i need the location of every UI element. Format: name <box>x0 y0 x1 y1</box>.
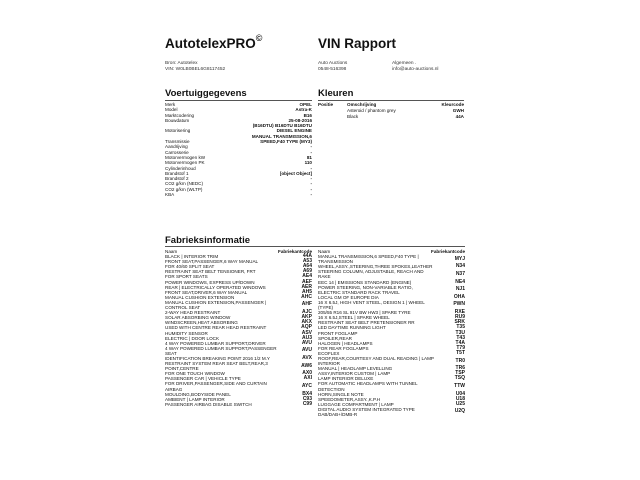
factory-item-code: N37 <box>455 270 465 277</box>
factory-item-code: AXI <box>303 375 312 382</box>
vehicle-field-label: Brandstof 2 <box>165 176 189 182</box>
source-label: Bron: Autotelex <box>165 61 198 66</box>
factory-item-code: AVU <box>301 347 312 354</box>
factory-item-name: LUGGAGE COMPARTMENT | LAMP <box>318 401 394 407</box>
vehicle-row <box>165 192 312 197</box>
factory-item-name: LED DAYTIME RUNNING LIGHT <box>318 325 386 331</box>
factory-item-code: ASV <box>301 329 312 336</box>
factory-item-name: ECOFLEX <box>318 350 340 356</box>
vehicle-field-value: 110 <box>304 160 312 166</box>
factory-item-name: RESTRAINT SEAT BELT PRETENSIONER RR <box>318 320 415 326</box>
vehicle-field-label: Motorvermogen PK <box>165 160 205 166</box>
vehicle-field-label: Bouwdatum <box>165 117 190 123</box>
vehicle-field-value: 25-08-2016 <box>288 117 312 123</box>
factory-item-code: TR0 <box>455 357 465 364</box>
vehicle-field-value: B16 <box>303 112 312 118</box>
vehicle-divider <box>165 100 312 101</box>
vehicle-field-value: - <box>310 176 312 182</box>
factory-item-code: AEF <box>302 278 312 285</box>
factory-item-name: WHEEL,ASSY.,STEERING,THREE SPOKES,LEATHER <box>318 264 433 270</box>
factory-item-name: HALOGEN | HEADLAMPS <box>318 340 373 346</box>
factory-left-column <box>165 249 312 407</box>
factory-heading: Fabrieksinformatie <box>165 235 250 246</box>
factory-item-code: OHA <box>453 293 465 300</box>
factory-col-name-right: Naam <box>318 249 331 254</box>
factory-item-name: ELECTRIC | DOOR LOCK <box>165 335 220 341</box>
factory-item-name: REAR | ELECTRICALLY OPERATED WINDOWS <box>165 284 266 290</box>
vehicle-field-label: Brandstof 1 <box>165 170 189 176</box>
vehicle-field-label: Motorvermogen kW <box>165 154 206 160</box>
factory-item-code: PWN <box>453 301 465 308</box>
factory-item-code: T5T <box>456 349 465 356</box>
vehicle-field-label: Transmissie <box>165 139 190 145</box>
factory-item-code: T3U <box>455 329 465 336</box>
factory-item-code: A53 <box>302 258 312 265</box>
general-label: Algemeen . <box>392 61 417 66</box>
factory-item-code: T43 <box>456 334 465 341</box>
source-info <box>165 61 225 73</box>
factory-col-code-right: Fabriekantcode <box>431 249 465 254</box>
factory-item-name: MANUAL TRANSMISSION,6 SPEED,F40 TYPE | TRANSMISSION <box>318 254 419 265</box>
factory-row <box>165 346 312 356</box>
factory-item-code: AU3 <box>301 334 312 341</box>
vehicle-field-value: SPEED,F40 TYPE (MY3) <box>260 139 312 145</box>
factory-item-name: LOCAL GM OF EUROPE DIA <box>318 294 379 300</box>
factory-item-name: 16 X 6.5J,STEEL | SPARE WHEEL <box>318 315 390 321</box>
vehicle-field-value: - <box>310 165 312 171</box>
vehicle-field-label: Cylinderinhoud <box>165 165 196 171</box>
factory-item-name: USED WITH CENTRE REAR HEAD RESTRAINT <box>165 325 267 331</box>
report-title: VIN Rapport <box>318 36 397 51</box>
vehicle-field-label: Motorisering <box>165 128 191 134</box>
factory-item-name: ASSY,INTERIOR CUSTOM | LAMP <box>318 371 391 377</box>
factory-item-name: WINDSCREEN,HEAT ABSORBING <box>165 320 238 326</box>
vehicle-field-value: OPEL <box>299 102 312 107</box>
factory-item-code: AJC <box>301 309 312 316</box>
factory-item-name: DIGITAL AUDIO SYSTEM INTEGRATED TYPE DAB/DAB+/DMB-R <box>318 406 415 417</box>
factory-item-name: MANUAL CUSHION EXTENSION <box>165 294 235 300</box>
vehicle-field-value: - <box>310 192 312 198</box>
factory-item-code: T79 <box>456 344 465 351</box>
factory-item-code: AKX <box>301 319 312 326</box>
colors-heading: Kleuren <box>318 88 354 99</box>
vehicle-field-label: KBA <box>165 192 175 198</box>
factory-item-name: 4 WAY POWERED LUMBAR SUPPORT,PASSENGER SEAT <box>165 345 277 356</box>
factory-row <box>318 269 465 279</box>
factory-item-code: U25 <box>455 400 465 407</box>
vehicle-field-label: CO2 g/km (NEDC) <box>165 181 204 187</box>
general-info <box>392 61 438 73</box>
factory-item-code: AX0 <box>302 370 312 377</box>
factory-item-code: TTW <box>454 382 465 389</box>
factory-item-name: FOR SPORT SEATS <box>165 274 208 280</box>
factory-item-name: LAMP INTERIOR DELUXE <box>318 376 374 382</box>
company-phone: 0548-516398 <box>318 67 347 72</box>
factory-item-code: AKP <box>301 314 312 321</box>
factory-item-code: AVX <box>302 354 312 361</box>
factory-item-code: SRK <box>454 319 465 326</box>
factory-row <box>165 381 312 391</box>
company-name: Auto Auctions <box>318 61 348 66</box>
vehicle-field-value: - <box>310 181 312 187</box>
factory-item-name: SPOILER,REAR <box>318 335 352 341</box>
colors-divider <box>318 100 464 101</box>
factory-item-name: ROOF,REAR,COURTESY AND DUAL READING | LAMP INTERIOR <box>318 355 434 367</box>
factory-item-name: FRONT SEAT,DRIVER,6 WAY MANUAL <box>165 289 248 295</box>
vehicle-field-value: (B16DTU) B16DTU B16DTU <box>252 123 312 129</box>
factory-item-name: FOR ONE TOUCH WINDOW <box>165 371 225 377</box>
factory-item-code: A64 <box>302 263 312 270</box>
factory-item-code: AH5 <box>301 288 312 295</box>
vehicle-field-value: DIESEL ENGINE <box>276 128 312 134</box>
vehicle-field-value: Astra-K <box>295 107 312 113</box>
vehicle-field-label: Aandrijving <box>165 144 188 150</box>
factory-divider <box>165 246 465 247</box>
factory-item-code: AQP <box>301 324 312 331</box>
factory-item-code: AYC <box>301 382 312 389</box>
factory-row <box>318 356 465 366</box>
vehicle-field-value: 81 <box>306 154 312 160</box>
factory-item-name: 4 WAY POWERED LUMBAR SUPPORT,DRIVER <box>165 340 266 346</box>
factory-item-code: MYJ <box>454 255 465 262</box>
factory-item-code: N34 <box>455 263 465 270</box>
factory-item-code: T35 <box>456 324 465 331</box>
app-title: AutotelexPRO© <box>165 33 263 51</box>
factory-item-name: POWER STEERING, NON-VARIABLE RATIO, ELECTRIC STANDARD RACK TRAVEL <box>318 284 413 295</box>
factory-item-code: BX4 <box>302 390 312 397</box>
factory-item-name: RESTRAINT SYSTEM REAR SEAT BELT,REAR,3 POINT,CENTRE <box>165 361 268 372</box>
factory-item-name: POWER WINDOWS, EXPRESS UP/DOWN <box>165 279 255 285</box>
factory-item-name: FOR DRIVER,PASSENGER,SIDE AND CURTAIN AIRBAG <box>165 381 267 392</box>
factory-item-code: AHF <box>301 301 312 308</box>
factory-item-code: AVU <box>301 339 312 346</box>
factory-item-code: NE4 <box>455 278 465 285</box>
color-description: Asteroid / phantom grey <box>347 108 396 113</box>
factory-row <box>165 361 312 371</box>
factory-item-code: AER <box>301 283 312 290</box>
factory-item-name: SOLAR ABSORBING WINDOW <box>165 315 231 321</box>
factory-item-code: TSP <box>455 370 465 377</box>
factory-item-name: 205/55 R16 SL 91V BW HW3 | SPARE TYRE <box>318 310 411 316</box>
vehicle-field-label: Marktcodering <box>165 112 195 118</box>
vehicle-field-label: CO2 g/km (WLTP) <box>165 186 203 192</box>
factory-item-name: STEERING COLUMN, ADJUSTABLE, REACH AND RAKE <box>318 269 424 280</box>
factory-item-code: AHC <box>301 293 312 300</box>
factory-col-code-left: Fabriekantcode <box>278 249 312 254</box>
vehicle-field-value: [object Object] <box>279 170 312 176</box>
vehicle-field-value: - <box>310 149 312 155</box>
vehicle-field-label: Model <box>165 107 178 113</box>
color-row <box>318 114 464 120</box>
factory-row <box>318 254 465 264</box>
vehicle-field-value: - <box>310 186 312 192</box>
color-code: 44A <box>455 113 464 119</box>
factory-item-name: HORN,SINGLE NOTE <box>318 391 364 397</box>
vin-label: VIN: W0LB0BEL6G8117452 <box>165 67 226 72</box>
factory-item-code: C99 <box>302 400 312 407</box>
factory-item-code: TR6 <box>455 365 465 372</box>
factory-col-name-left: Naam <box>165 249 178 254</box>
copyright-mark: © <box>255 33 263 43</box>
colors-col-description: Omschrijving <box>347 102 377 107</box>
general-email[interactable]: info@auto-auctions.nl <box>392 67 439 72</box>
factory-item-code: RXE <box>454 309 465 316</box>
factory-item-name: BLACK | INTERIOR TRIM <box>165 254 219 260</box>
factory-item-name: FRONT SEAT,PASSENGER,6 WAY MANUAL <box>165 259 259 265</box>
factory-item-code: 44A <box>302 253 312 260</box>
factory-item-code: A69 <box>302 268 312 275</box>
factory-right-column <box>318 249 465 417</box>
factory-item-name: EEC 14 | EMISSIONS STANDARD (ENGINE) <box>318 279 412 285</box>
color-code: GWH <box>452 108 464 113</box>
factory-item-name: IDENTIFICATION BREAKING POINT 2016 1/2 M.Y <box>165 355 271 361</box>
factory-item-name: PASSENGER CAR | VEHICLE TYPE <box>165 376 241 382</box>
company-info <box>318 61 347 73</box>
factory-item-code: T4A <box>455 339 465 346</box>
factory-item-name: RESTRAINT SEAT BELT TENSIONER, FRT <box>165 269 256 275</box>
factory-item-code: RU9 <box>454 314 465 321</box>
vehicle-field-value: - <box>310 144 312 150</box>
vehicle-field-value: MANUAL TRANSMISSION,6 <box>251 133 312 139</box>
factory-item-code: AE4 <box>302 273 312 280</box>
factory-row <box>318 381 465 391</box>
factory-item-code: AW6 <box>301 362 312 369</box>
factory-item-code: NJ1 <box>455 286 465 293</box>
factory-row <box>318 407 465 417</box>
vehicle-field-label: Merk <box>165 102 176 107</box>
vehicle-table <box>165 102 312 197</box>
factory-row <box>165 300 312 310</box>
factory-row <box>318 300 465 310</box>
factory-item-code: C93 <box>302 395 312 402</box>
color-description: Black <box>347 113 359 119</box>
factory-item-name: 16 X 6.5J, HIGH VENT STEEL, DESIGN 1 | WHEEL (TYPE) <box>318 299 425 311</box>
vehicle-field-label: Carrosserie <box>165 149 189 155</box>
colors-col-position: Positie <box>318 102 334 107</box>
factory-row <box>318 285 465 295</box>
factory-item-name: MANUAL CUSHION EXTENSION,PASSENGER | CONTROL SEAT <box>165 299 267 311</box>
factory-item-name: FOR REAR FOGLAMPS <box>318 345 369 351</box>
vehicle-heading: Voertuiggegevens <box>165 88 247 99</box>
factory-item-code: U18 <box>455 395 465 402</box>
factory-item-code: U2Q <box>454 408 465 415</box>
factory-item-name: 2-WAY HEAD RESTRAINT <box>165 310 221 316</box>
factory-item-code: TSQ <box>454 375 465 382</box>
colors-col-code: Kleurcode <box>441 102 464 107</box>
factory-item-name: PASSENGER AIRBAG DISABLE SWITCH <box>165 401 252 407</box>
factory-item-name: FOR AUTOMATIC HEADLAMPS WITH TUNNEL DETECTION <box>318 381 418 392</box>
factory-item-name: AMBIENT | LAMP INTERIOR <box>165 396 225 402</box>
factory-item-name: FRONT FOGLAMP <box>318 330 358 336</box>
factory-item-name: MOULDING,BODYSIDE PANEL <box>165 391 231 397</box>
factory-item-name: MANUAL | HEADLAMP LEVELLING <box>318 366 393 372</box>
factory-item-code: U04 <box>455 390 465 397</box>
factory-item-name: HUMIDITY SENSOR <box>165 330 208 336</box>
factory-item-name: SPEEDOMETER,ASSY.,K.P.H <box>318 396 381 402</box>
factory-row <box>165 402 312 407</box>
factory-item-name: FOR 40/60 SPLIT SEAT <box>165 264 215 270</box>
colors-table <box>318 102 464 119</box>
